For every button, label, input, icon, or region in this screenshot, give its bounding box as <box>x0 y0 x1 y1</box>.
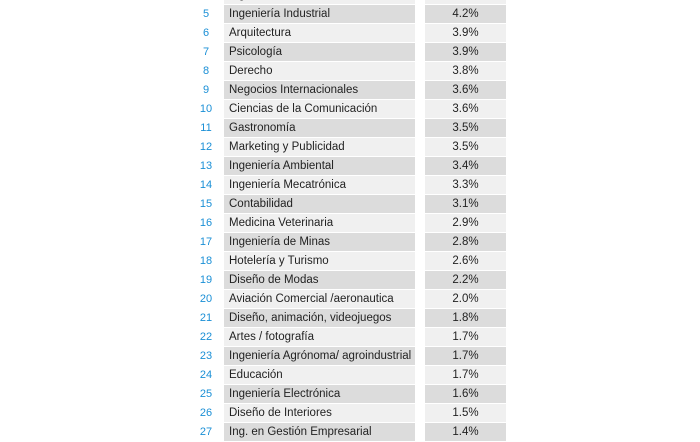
rank-number: 16 <box>199 217 213 229</box>
percentage-value: 1.8% <box>425 309 506 327</box>
percentage-value: 3.5% <box>425 119 506 137</box>
rank-number: 17 <box>199 236 213 248</box>
career-name: Derecho <box>224 62 415 80</box>
rank-number: 9 <box>202 84 210 96</box>
rank-number: 6 <box>202 27 210 39</box>
career-name: Diseño, animación, videojuegos <box>224 309 415 327</box>
career-name: Ciencias de la Comunicación <box>224 100 415 118</box>
table-row <box>190 328 510 347</box>
career-name: Educación <box>224 366 415 384</box>
rank-number: 8 <box>202 65 210 77</box>
table-row <box>190 176 510 195</box>
rank-number: 19 <box>199 274 213 286</box>
percentage-value: 1.6% <box>425 385 506 403</box>
rank-number: 27 <box>199 426 213 438</box>
table-row <box>190 157 510 176</box>
career-name: Ingeniería Ambiental <box>224 157 415 175</box>
percentage-value: 3.9% <box>425 24 506 42</box>
career-name: Ingeniería Mecatrónica <box>224 176 415 194</box>
table-row <box>190 423 510 442</box>
career-name: Marketing y Publicidad <box>224 138 415 156</box>
career-name: Medicina Veterinaria <box>224 214 415 232</box>
percentage-value: 1.5% <box>425 404 506 422</box>
career-name: Ingeniería Electrónica <box>224 385 415 403</box>
ranking-table <box>190 0 510 442</box>
table-row <box>190 366 510 385</box>
table-row <box>190 81 510 100</box>
percentage-value: 3.9% <box>425 43 506 61</box>
percentage-value: 3.1% <box>425 195 506 213</box>
career-name: Arquitectura <box>224 24 415 42</box>
table-row <box>190 252 510 271</box>
percentage-value: 2.6% <box>425 252 506 270</box>
table-row <box>190 195 510 214</box>
percentage-value: 3.4% <box>425 157 506 175</box>
career-name: Diseño de Modas <box>224 271 415 289</box>
career-name: Ing. en Gestión Empresarial <box>224 423 415 441</box>
career-name: Hotelería y Turismo <box>224 252 415 270</box>
table-row <box>190 309 510 328</box>
career-name: Ingeniería Agrónoma/ agroindustrial <box>224 347 415 365</box>
table-row <box>190 100 510 119</box>
table-row <box>190 404 510 423</box>
table-row <box>190 62 510 81</box>
rank-number: 25 <box>199 388 213 400</box>
rank-number: 12 <box>199 141 213 153</box>
percentage-value: 3.6% <box>425 81 506 99</box>
career-name: Negocios Internacionales <box>224 81 415 99</box>
rank-number: 13 <box>199 160 213 172</box>
percentage-value: 4.2% <box>425 5 506 23</box>
career-name: Diseño de Interiores <box>224 404 415 422</box>
table-row <box>190 233 510 252</box>
career-name: Artes / fotografía <box>224 328 415 346</box>
percentage-value: 3.6% <box>425 100 506 118</box>
career-name <box>224 0 415 4</box>
percentage-value: 1.7% <box>425 328 506 346</box>
table-row <box>190 24 510 43</box>
table-row <box>190 271 510 290</box>
percentage-value: 2.8% <box>425 233 506 251</box>
table-row <box>190 119 510 138</box>
rank-number: 23 <box>199 350 213 362</box>
rank-number: 22 <box>199 331 213 343</box>
career-name: Psicología <box>224 43 415 61</box>
percentage-value <box>425 0 506 4</box>
rank-number: 11 <box>200 122 212 134</box>
rank-number: 20 <box>199 293 213 305</box>
percentage-value: 1.7% <box>425 366 506 384</box>
career-name: Gastronomía <box>224 119 415 137</box>
table-row <box>190 43 510 62</box>
rank-number: 26 <box>199 407 213 419</box>
percentage-value: 1.7% <box>425 347 506 365</box>
career-name: Contabilidad <box>224 195 415 213</box>
rank-number: 21 <box>199 312 213 324</box>
percentage-value: 1.4% <box>425 423 506 441</box>
table-row <box>190 138 510 157</box>
percentage-value: 2.0% <box>425 290 506 308</box>
table-row <box>190 5 510 24</box>
rank-number: 14 <box>199 179 213 191</box>
percentage-value: 3.5% <box>425 138 506 156</box>
career-name: Ingeniería Industrial <box>224 5 415 23</box>
percentage-value: 2.9% <box>425 214 506 232</box>
table-row <box>190 290 510 309</box>
career-name: Aviación Comercial /aeronautica <box>224 290 415 308</box>
table-row <box>190 214 510 233</box>
percentage-value: 3.3% <box>425 176 506 194</box>
career-name: Ingeniería de Minas <box>224 233 415 251</box>
table-row <box>190 385 510 404</box>
rank-number: 18 <box>199 255 213 267</box>
percentage-value: 2.2% <box>425 271 506 289</box>
rank-number: 24 <box>199 369 213 381</box>
rank-number: 7 <box>202 46 210 58</box>
rank-number: 10 <box>199 103 213 115</box>
rank-number: 15 <box>199 198 213 210</box>
rank-number: 5 <box>202 8 210 20</box>
table-row <box>190 347 510 366</box>
percentage-value: 3.8% <box>425 62 506 80</box>
